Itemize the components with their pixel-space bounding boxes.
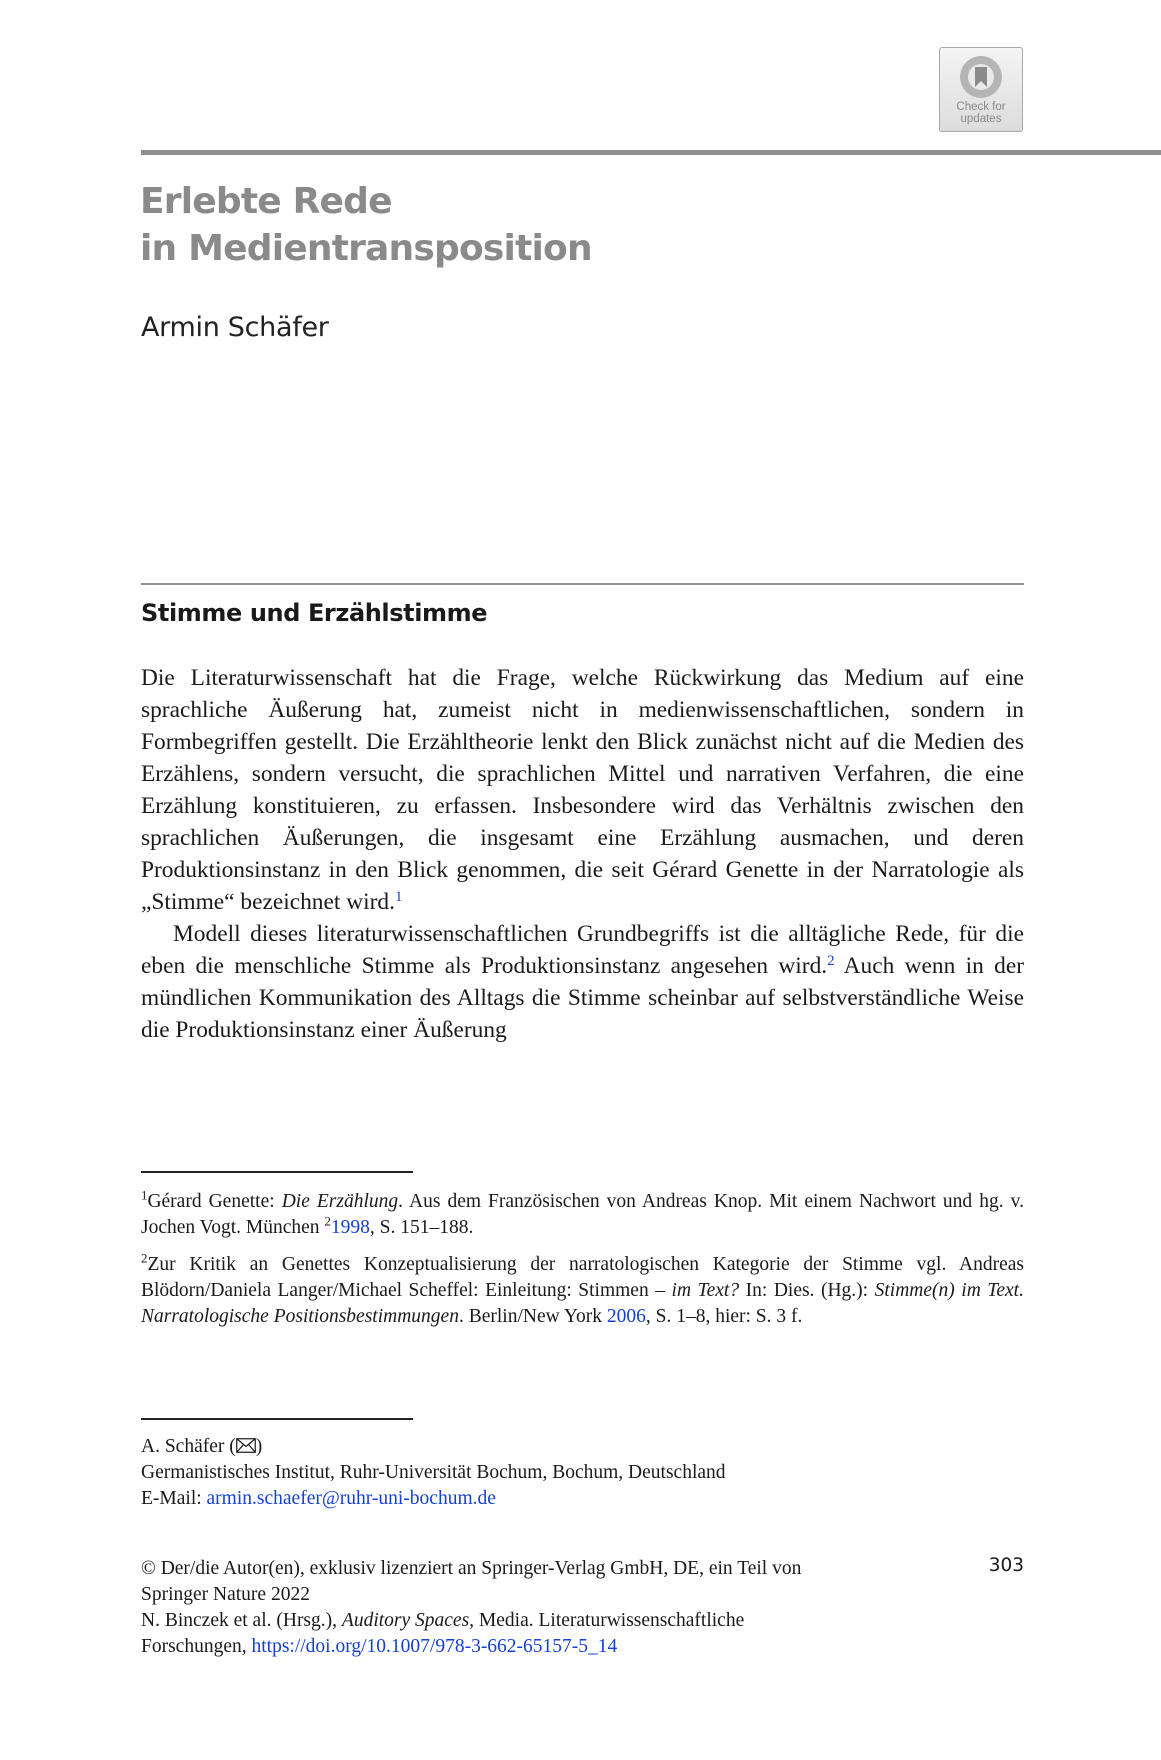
copyright-line-4: [141, 1634, 921, 1660]
footnote-2-em-2: Stimme(n) im Text. Narratologische Positionsbestimmungen: [141, 1280, 1024, 1327]
badge-text: [940, 101, 1022, 125]
author-name: Armin Schäfer: [141, 312, 329, 343]
footnote-1-edition: 2: [324, 1214, 331, 1229]
affiliation-name-line: [141, 1434, 1024, 1460]
footnote-1-text-c: , S. 151–188.: [369, 1217, 474, 1238]
book-title: Auditory Spaces,: [341, 1610, 475, 1631]
footnote-2-number: 2: [141, 1251, 148, 1266]
footnote-1-title: Die Erzählung: [281, 1191, 399, 1212]
paragraph-1-text: Die Literaturwissenschaft hat die Frage, welche Rückwirkung das Medium auf eine sprachliche Äußerung hat, zumeist nicht in medienwissenschaftlichen, sondern in Formbegriffen gestellt. Die Erzähltheorie lenkt den Blick zunächst nicht auf die Medien des Erzählens, sondern versucht, die sprachlichen Mittel und narrativen Verfahren, die eine Erzählung konstituieren, zu erfassen. Insbesondere wird das Verhältnis zwischen den sprachlichen Äußerungen, die insgesamt eine Erzählung ausmachen, und deren Produktionsinstanz in den Blick genommen, die seit Gérard Genette in der Narratologie als „Stimme“ bezeichnet wird.: [141, 665, 1024, 915]
footnote-1: [141, 1189, 1024, 1241]
copyright-line-3-b: Media. Literaturwissenschaftliche: [474, 1610, 745, 1631]
check-for-updates-badge[interactable]: [939, 47, 1023, 132]
footnote-1-number: 1: [141, 1188, 148, 1203]
email-label: E-Mail:: [141, 1488, 207, 1509]
affiliation-separator: [141, 1418, 413, 1420]
footnote-2-year-link[interactable]: 2006: [606, 1306, 646, 1327]
copyright-line-2: Springer Nature 2022: [141, 1584, 310, 1605]
footnote-2-text-a: Zur Kritik an Genettes Konzeptualisierung der narratologischen Kategorie der Stimme vgl. Andreas Blödorn/Daniela Langer/Michael Scheffel: Einleitung: Stimmen –: [141, 1254, 1024, 1301]
footnote-separator: [141, 1171, 413, 1173]
copyright-line-1: © Der/die Autor(en), exklusiv lizenziert an Springer-Verlag GmbH, DE, ein Teil von: [141, 1558, 802, 1579]
section-rule: [141, 583, 1024, 585]
top-rule: [141, 150, 1161, 155]
affiliation-name-close: ): [255, 1436, 263, 1457]
email-link[interactable]: armin.schaefer@ruhr-uni-bochum.de: [206, 1488, 496, 1509]
footnotes: [141, 1189, 1024, 1341]
footnote-ref-2[interactable]: 2: [827, 952, 835, 969]
affiliation-institute: Germanistisches Institut, Ruhr-Universität Bochum, Bochum, Deutschland: [141, 1462, 726, 1483]
footnote-1-text-a: Gérard Genette:: [147, 1191, 282, 1212]
affiliation-email-line: [141, 1486, 1024, 1512]
doi-link[interactable]: https://doi.org/10.1007/978-3-662-65157-5_14: [251, 1636, 618, 1657]
page-number: 303: [988, 1555, 1024, 1576]
author-affiliation: [141, 1434, 1024, 1512]
copyright-line-3: [141, 1608, 921, 1634]
paragraph-2-text-b: Auch wenn in der mündlichen Kommunikation des Alltags die Stimme scheinbar auf selbstverständliche Weise die Produktionsinstanz einer Äußerung: [141, 953, 1024, 1043]
title-line-1: Erlebte Rede: [140, 181, 392, 222]
copyright-block: [141, 1556, 921, 1660]
body-text: [141, 662, 1024, 1046]
badge-line-1: Check for: [956, 101, 1006, 113]
paragraph-2-text-a: Modell dieses literaturwissenschaftlichen Grundbegriffs ist die alltägliche Rede, für die eben die menschliche Stimme als Produktionsinstanz angesehen wird.: [141, 921, 1024, 979]
footnote-2-text-b: In: Dies. (Hg.):: [739, 1280, 875, 1301]
footnote-2-text-d: , S. 1–8, hier: S. 3 f.: [645, 1306, 803, 1327]
footnote-1-year-link[interactable]: 1998: [330, 1217, 370, 1238]
footnote-2-text-c: . Berlin/New York: [458, 1306, 607, 1327]
crossmark-icon: [958, 54, 1004, 100]
paragraph-2: [141, 918, 1024, 1046]
footnote-2-em-1: im Text?: [671, 1280, 740, 1301]
copyright-line-3-a: N. Binczek et al. (Hrsg.),: [141, 1610, 342, 1631]
affiliation-name: A. Schäfer (: [141, 1436, 236, 1457]
copyright-line-4-a: Forschungen,: [141, 1636, 252, 1657]
footnote-2: [141, 1252, 1024, 1330]
paragraph-1: [141, 662, 1024, 918]
envelope-icon[interactable]: [236, 1438, 256, 1453]
footnote-1-text-b: . Aus dem Französischen von Andreas Knop. Mit einem Nachwort und hg. v. Jochen Vogt. München: [141, 1191, 1024, 1238]
section-heading: Stimme und Erzählstimme: [141, 599, 488, 627]
badge-line-2: updates: [960, 113, 1002, 125]
footnote-ref-1[interactable]: 1: [394, 888, 403, 905]
chapter-title: [140, 178, 940, 272]
title-line-2: in Medientransposition: [140, 228, 592, 269]
